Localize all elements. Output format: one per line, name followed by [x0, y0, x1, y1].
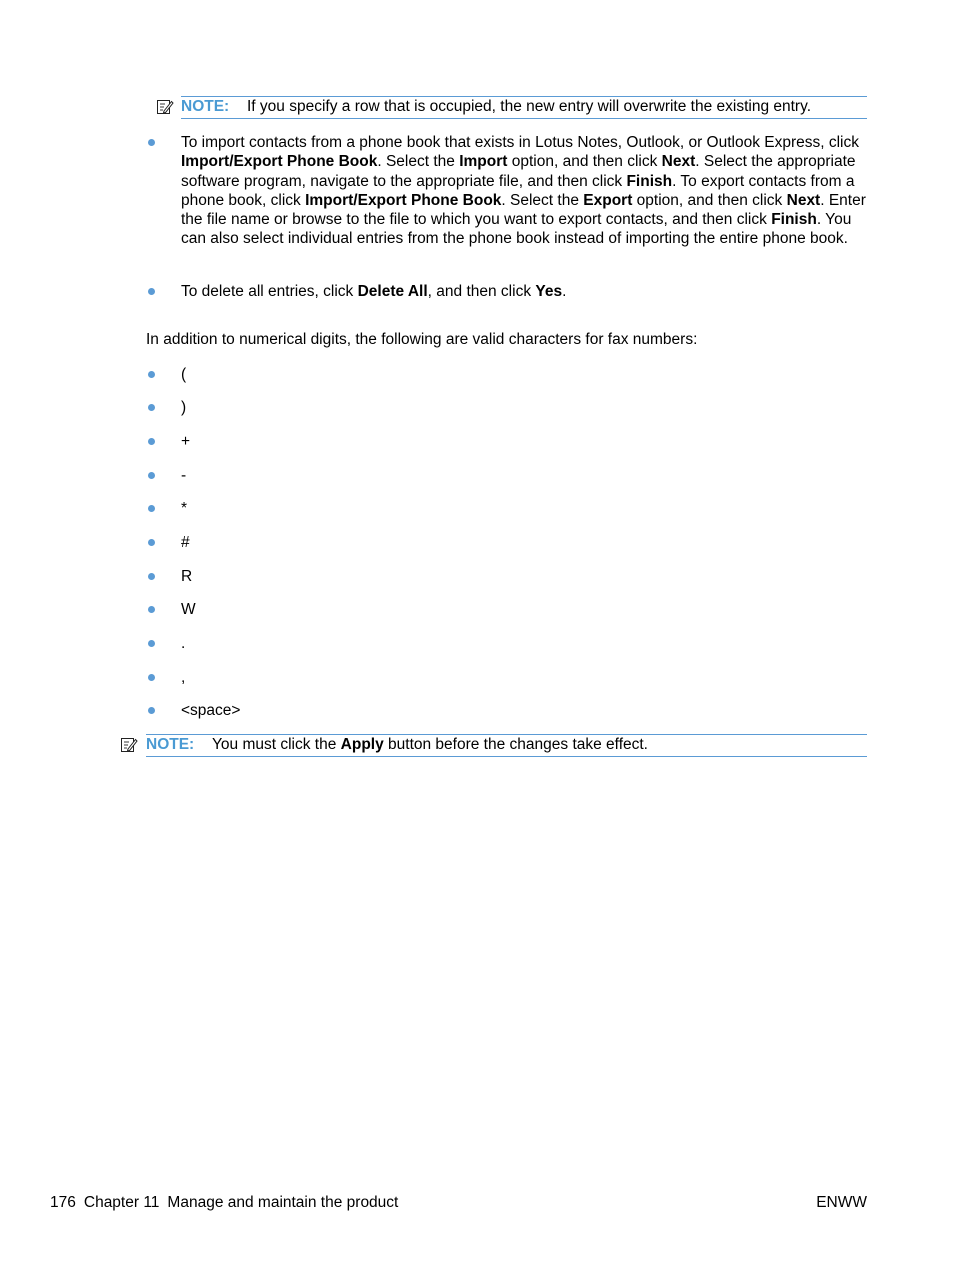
page-footer-right: ENWW	[816, 1194, 867, 1211]
note-box	[146, 734, 867, 757]
text-run: . Select the appropriate software program, navigate to the appropriate file, and then click	[181, 153, 856, 190]
valid-char: #	[181, 534, 190, 551]
ui-term-delete-all: Delete All	[357, 283, 428, 300]
note-pencil-icon	[156, 98, 174, 116]
ui-term-apply: Apply	[340, 736, 384, 753]
text-run: To delete all entries, click	[181, 283, 358, 300]
valid-char: <space>	[181, 702, 241, 719]
valid-char: -	[181, 467, 187, 484]
bullet-dot	[148, 438, 155, 445]
valid-char: *	[181, 500, 188, 517]
bullet-import-contacts	[181, 133, 867, 249]
text-run: To import contacts from a phone book that exists in Lotus Notes, Outlook, or Outlook Express, click	[181, 134, 860, 151]
page-footer-left	[50, 1193, 406, 1212]
ui-term-import-export-phone-book: Import/Export Phone Book	[181, 153, 378, 171]
text-run: . To export contacts from a phone book, click	[181, 172, 855, 209]
valid-char: +	[181, 433, 191, 450]
bullet-dot	[148, 539, 155, 546]
bullet-dot	[148, 472, 155, 479]
valid-char-item	[181, 533, 867, 552]
ui-term-import-export-phone-book: Import/Export Phone Book	[305, 191, 502, 209]
chapter-title: Manage and maintain the product	[167, 1194, 399, 1211]
note-pencil-icon	[120, 736, 138, 754]
valid-char: .	[181, 635, 186, 652]
valid-char-item	[181, 668, 867, 687]
valid-char: R	[181, 568, 193, 585]
valid-char-item	[181, 432, 867, 451]
bullet-dot	[148, 371, 155, 378]
valid-characters-intro: In addition to numerical digits, the following are valid characters for fax numbers:	[146, 331, 698, 348]
bullet-dot	[148, 139, 155, 146]
valid-char-item	[181, 499, 867, 518]
ui-term-import: Import	[459, 153, 508, 171]
text-run: option, and then click	[507, 153, 662, 171]
ui-term-yes: Yes	[535, 283, 563, 300]
text-run: . Enter the file name or browse to the file to which you want to export contacts, and then click	[181, 191, 866, 229]
text-run: .	[562, 283, 567, 300]
text-run: option, and then click	[632, 191, 787, 209]
valid-char-item	[181, 701, 867, 720]
text-run: . You can also select individual entries from the phone book instead of importing the entire phone book.	[181, 211, 852, 248]
text-run: button before the changes take effect.	[383, 736, 648, 753]
text-run: . Select the	[377, 153, 460, 171]
ui-term-finish: Finish	[626, 172, 673, 190]
text-run: . Select the	[501, 191, 584, 209]
note-box	[181, 96, 867, 119]
bullet-dot	[148, 640, 155, 647]
chapter-label: Chapter 11	[83, 1194, 160, 1211]
valid-char: )	[181, 399, 187, 416]
valid-char: ,	[181, 669, 186, 686]
valid-char-item	[181, 600, 867, 619]
ui-term-next: Next	[786, 191, 821, 209]
bullet-dot	[148, 606, 155, 613]
note-label: NOTE:	[181, 98, 230, 115]
bullet-delete-entries	[181, 282, 867, 301]
note-text: If you specify a row that is occupied, the new entry will overwrite the existing entry.	[247, 98, 811, 115]
valid-char-item	[181, 398, 867, 417]
valid-char: (	[181, 366, 187, 383]
bullet-dot	[148, 505, 155, 512]
valid-char: W	[181, 601, 196, 618]
note-label: NOTE:	[146, 736, 195, 753]
page-number: 176	[50, 1194, 76, 1211]
bullet-dot	[148, 707, 155, 714]
valid-char-item	[181, 466, 867, 485]
valid-char-item	[181, 634, 867, 653]
valid-char-item	[181, 365, 867, 384]
text-run: You must click the	[212, 736, 341, 753]
ui-term-finish: Finish	[771, 211, 817, 229]
text-run: , and then click	[427, 283, 536, 300]
bullet-dot	[148, 573, 155, 580]
bullet-dot	[148, 404, 155, 411]
ui-term-next: Next	[661, 153, 696, 171]
valid-char-item	[181, 567, 867, 586]
bullet-dot	[148, 288, 155, 295]
bullet-dot	[148, 674, 155, 681]
ui-term-export: Export	[583, 191, 633, 209]
note-text	[212, 735, 648, 754]
